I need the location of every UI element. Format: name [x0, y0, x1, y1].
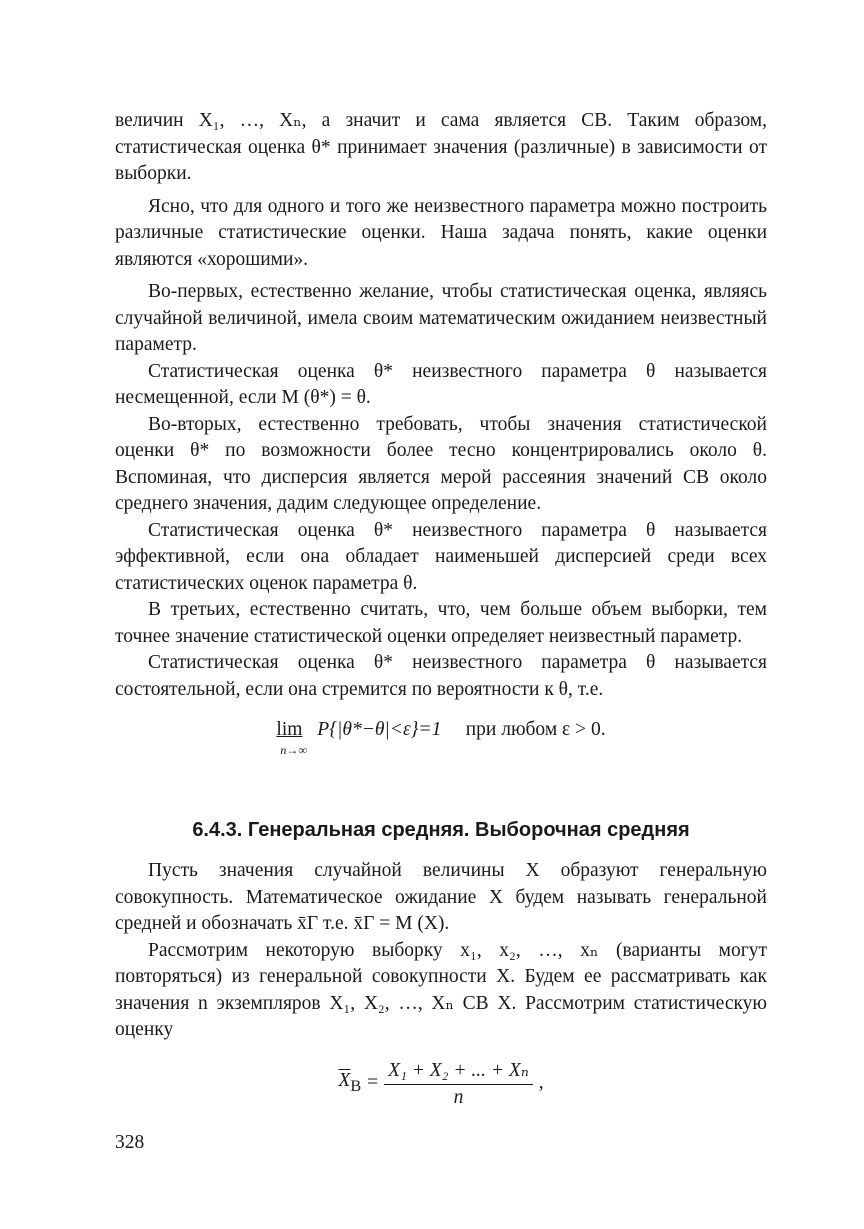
definition-consistent: Статистическая оценка θ* неизвестного параметра θ называется состоятельной, если она стремится по вероятности к θ, т.е. — [115, 652, 767, 700]
section-title: 6.4.3. Генеральная средняя. Выборочная средняя — [192, 819, 690, 841]
formula-eq: = — [367, 1072, 379, 1093]
sample-mean-formula — [115, 1058, 767, 1114]
page-number: 328 — [115, 1132, 145, 1153]
formula-trail: , — [538, 1072, 544, 1093]
paragraph-general-mean: Пусть значения случайной величины X образуют генеральную совокупность. Математическое ожидание X будем называть генеральной средней и обозначать x̄Г т.е. x̄Г = M (X). — [115, 860, 767, 934]
formula-numerator: X₁ + X₂ + ... + Xₙ — [384, 1058, 533, 1085]
formula-lhs-sub: В — [350, 1076, 362, 1095]
paragraph-7: В третьих, естественно считать, что, чем больше объем выборки, тем точнее значение статистической оценки определяет неизвестный параметр. — [115, 599, 767, 647]
definition-efficient: Статистическая оценка θ* неизвестного параметра θ называется эффективной, если она обладает наименьшей дисперсией среди всех статистических оценок параметра θ. — [115, 519, 767, 594]
consistency-formula — [115, 719, 767, 771]
lim-operator: lim — [276, 719, 303, 740]
definition-unbiased: Статистическая оценка θ* неизвестного параметра θ называется несмещенной, если M (θ*) = θ. — [115, 360, 767, 408]
paragraph-1: величин X₁, …, Xₙ, а значит и сама является СВ. Таким образом, статистическая оценка θ* принимает значения (различные) в зависимости от выборки. — [115, 110, 767, 184]
formula-body: P{|θ*−θ|<ε}=1 — [317, 719, 442, 740]
formula-tail: при любом ε > 0. — [465, 719, 606, 740]
formula-fraction — [384, 1058, 533, 1109]
paragraph-sample: Рассмотрим некоторую выборку x₁, x₂, …, xₙ (варианты могут повторяться) из генеральной совокупности X. Будем ее рассматривать как значения n экземпляров X₁, X₂, …, Xₙ СВ X. Рассмотрим статистическую оценку — [115, 939, 767, 1040]
formula-denominator: n — [453, 1086, 464, 1108]
formula-lhs: $\overline{X}$ — [338, 1070, 351, 1092]
paragraph-3: Во-первых, естественно желание, чтобы статистическая оценка, являясь случайной величиной, имела своим математическим ожиданием неизвестный параметр. — [115, 281, 767, 355]
page-body — [115, 108, 767, 1114]
paragraph-2: Ясно, что для одного и того же неизвестного параметра можно построить различные статистические оценки. Наша задача понять, какие оценки являются «хорошими». — [115, 195, 767, 270]
paragraph-5: Во-вторых, естественно требовать, чтобы значения статистической оценки θ* по возможности более тесно концентрировались около θ. Вспоминая, что дисперсия является мерой рассеяния значений СВ около среднего значения, дадим следующее определение. — [115, 413, 767, 514]
lim-subscript: n→∞ — [280, 743, 307, 757]
